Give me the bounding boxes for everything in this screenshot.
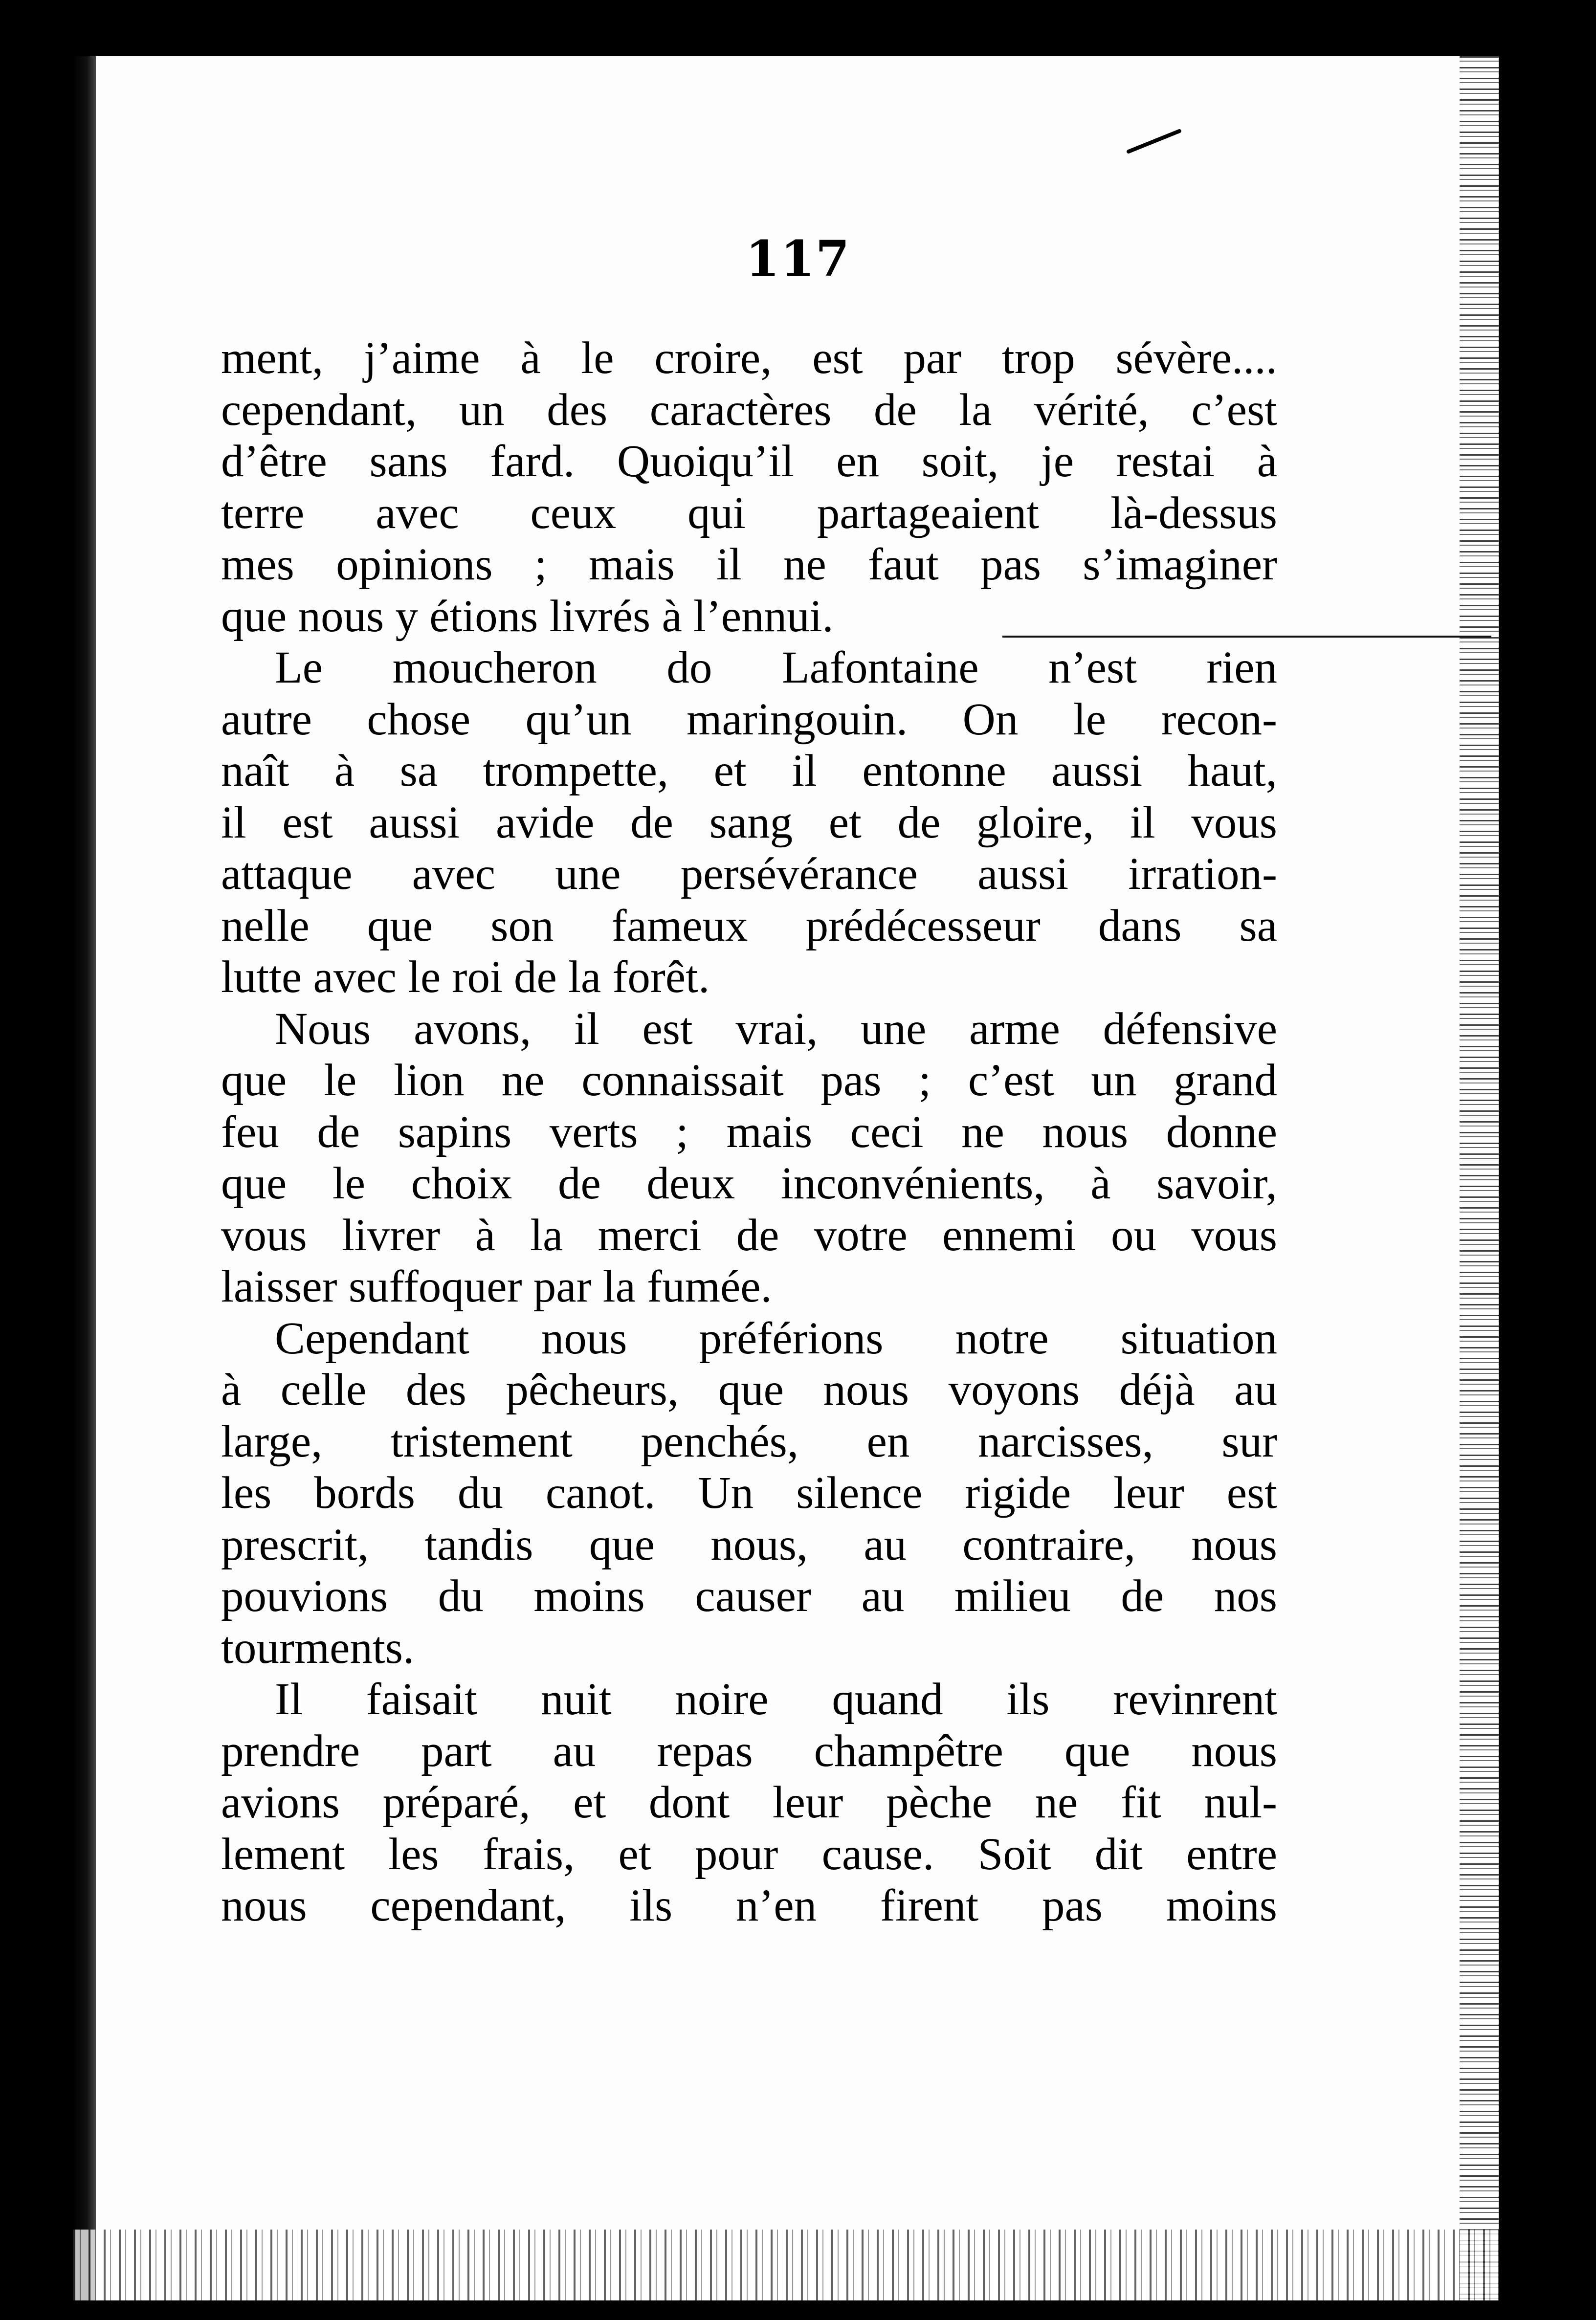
text-line: large, tristement penchés, en narcisses, sur bbox=[221, 1416, 1277, 1467]
text-line: terre avec ceux qui partageaient là-dessus bbox=[221, 487, 1277, 538]
page-edge-right bbox=[1460, 56, 1499, 2300]
text-line: nous cependant, ils n’en firent pas moins bbox=[221, 1880, 1277, 1931]
text-line: prendre part au repas champêtre que nous bbox=[221, 1725, 1277, 1776]
scan-border-bottom bbox=[0, 2300, 1596, 2320]
text-line: nelle que son fameux prédécesseur dans sa bbox=[221, 900, 1277, 951]
text-line: laisser suffoquer par la fumée. bbox=[221, 1261, 772, 1312]
binding-shadow bbox=[73, 56, 96, 2300]
text-line: mes opinions ; mais il ne faut pas s’imaginer bbox=[221, 539, 1277, 590]
text-line: Il faisait nuit noire quand ils revinrent bbox=[275, 1674, 1277, 1724]
text-line: naît à sa trompette, et il entonne aussi haut, bbox=[221, 746, 1277, 796]
text-line: avions préparé, et dont leur pèche ne fit nul- bbox=[221, 1777, 1277, 1828]
text-line: que le choix de deux inconvénients, à savoir, bbox=[221, 1158, 1277, 1209]
page-edge-bottom bbox=[73, 2230, 1499, 2300]
text-line: lement les frais, et pour cause. Soit dit entre bbox=[221, 1829, 1277, 1879]
scan-border-right bbox=[1499, 0, 1596, 2320]
text-line: cependant, un des caractères de la vérité, c’est bbox=[221, 384, 1277, 435]
text-line: ment, j’aime à le croire, est par trop sévère.... bbox=[221, 333, 1277, 383]
text-line: tourments. bbox=[221, 1622, 415, 1673]
text-line: lutte avec le roi de la forêt. bbox=[221, 952, 710, 1002]
text-line: que nous y étions livrés à l’ennui. bbox=[221, 591, 834, 641]
text-line: pouvions du moins causer au milieu de nos bbox=[221, 1571, 1277, 1621]
text-line: feu de sapins verts ; mais ceci ne nous donne bbox=[221, 1106, 1277, 1157]
text-line: à celle des pêcheurs, que nous voyons déjà au bbox=[221, 1365, 1277, 1415]
page-number: 117 bbox=[745, 230, 851, 287]
text-line: autre chose qu’un maringouin. On le recon- bbox=[221, 694, 1277, 745]
text-line: Le moucheron do Lafontaine n’est rien bbox=[275, 642, 1277, 693]
body-text bbox=[221, 332, 1277, 1932]
text-line: Nous avons, il est vrai, une arme défensive bbox=[275, 1003, 1277, 1054]
text-line: les bords du canot. Un silence rigide leur est bbox=[221, 1468, 1277, 1518]
text-line: attaque avec une persévérance aussi irration- bbox=[221, 849, 1277, 899]
text-line: il est aussi avide de sang et de gloire, il vous bbox=[221, 797, 1277, 848]
text-line: d’être sans fard. Quoiqu’il en soit, je restai à bbox=[221, 436, 1277, 486]
text-line: vous livrer à la merci de votre ennemi ou vous bbox=[221, 1210, 1277, 1260]
text-line: que le lion ne connaissait pas ; c’est un grand bbox=[221, 1055, 1277, 1105]
text-line: Cependant nous préférions notre situation bbox=[275, 1313, 1277, 1364]
text-line: prescrit, tandis que nous, au contraire, nous bbox=[221, 1519, 1277, 1570]
